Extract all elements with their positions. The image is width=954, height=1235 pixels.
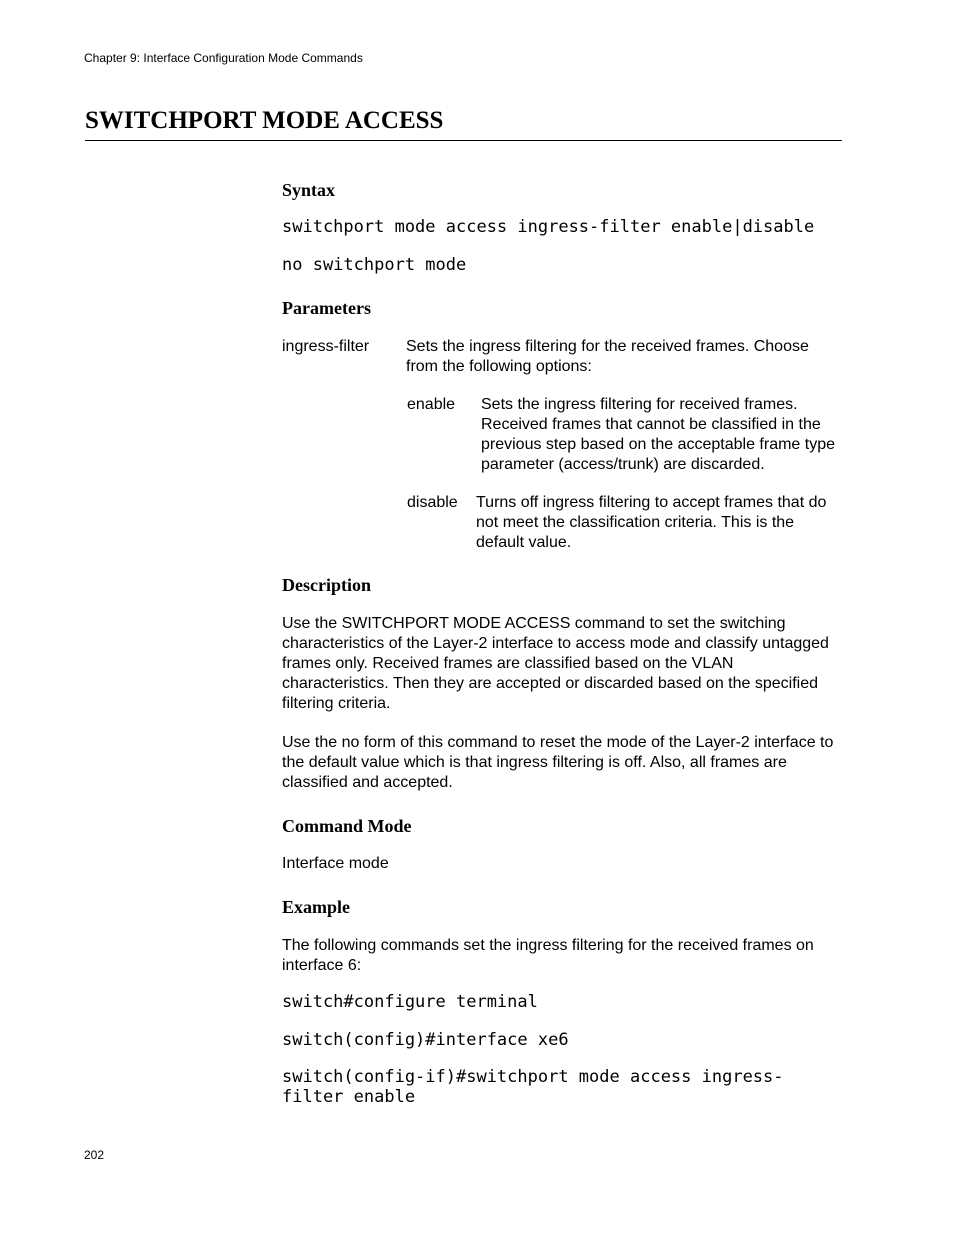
example-command: switch(config-if)#switchport mode access ingress- filter enable: [282, 1067, 784, 1107]
option-description-enable: Sets the ingress filtering for received frames. Received frames that cannot be classified in the previous step based on the acceptable frame type parameter (access/trunk) are discarded.: [481, 396, 835, 473]
example-command: switch(config)#interface xe6: [282, 1030, 569, 1050]
option-name-disable: disable: [407, 494, 458, 511]
description-paragraph: Use the SWITCHPORT MODE ACCESS command to set the switching characteristics of the Layer-2 interface to access mode and classify untagged frames only. Received frames are classified based on the VLAN characteristics. Then they are accepted or discarded based on the specified filtering criteria.: [282, 615, 829, 712]
syntax-line: no switchport mode: [282, 255, 467, 275]
param-description: Sets the ingress filtering for the received frames. Choose from the following options:: [406, 338, 809, 375]
running-header: Chapter 9: Interface Configuration Mode Commands: [84, 51, 363, 65]
example-heading: Example: [282, 897, 351, 917]
page-title: SWITCHPORT MODE ACCESS: [85, 107, 444, 134]
syntax-line: switchport mode access ingress-filter enable|disable: [282, 217, 815, 237]
parameters-heading: Parameters: [282, 298, 371, 318]
command-mode-heading: Command Mode: [282, 816, 412, 836]
example-intro: The following commands set the ingress filtering for the received frames on interface 6:: [282, 937, 814, 974]
title-rule: [85, 140, 842, 141]
description-heading: Description: [282, 575, 371, 595]
syntax-heading: Syntax: [282, 180, 336, 200]
example-command: switch#configure terminal: [282, 992, 538, 1012]
option-name-enable: enable: [407, 396, 456, 413]
command-mode-text: Interface mode: [282, 855, 389, 872]
page-number: 202: [84, 1148, 105, 1162]
param-name: ingress-filter: [282, 338, 370, 355]
description-paragraph: Use the no form of this command to reset the mode of the Layer-2 interface to the default value which is that ingress filtering is off. Also, all frames are classified and accepted.: [282, 734, 834, 791]
option-description-disable: Turns off ingress filtering to accept frames that do not meet the classification criteria. This is the default value.: [476, 494, 827, 551]
